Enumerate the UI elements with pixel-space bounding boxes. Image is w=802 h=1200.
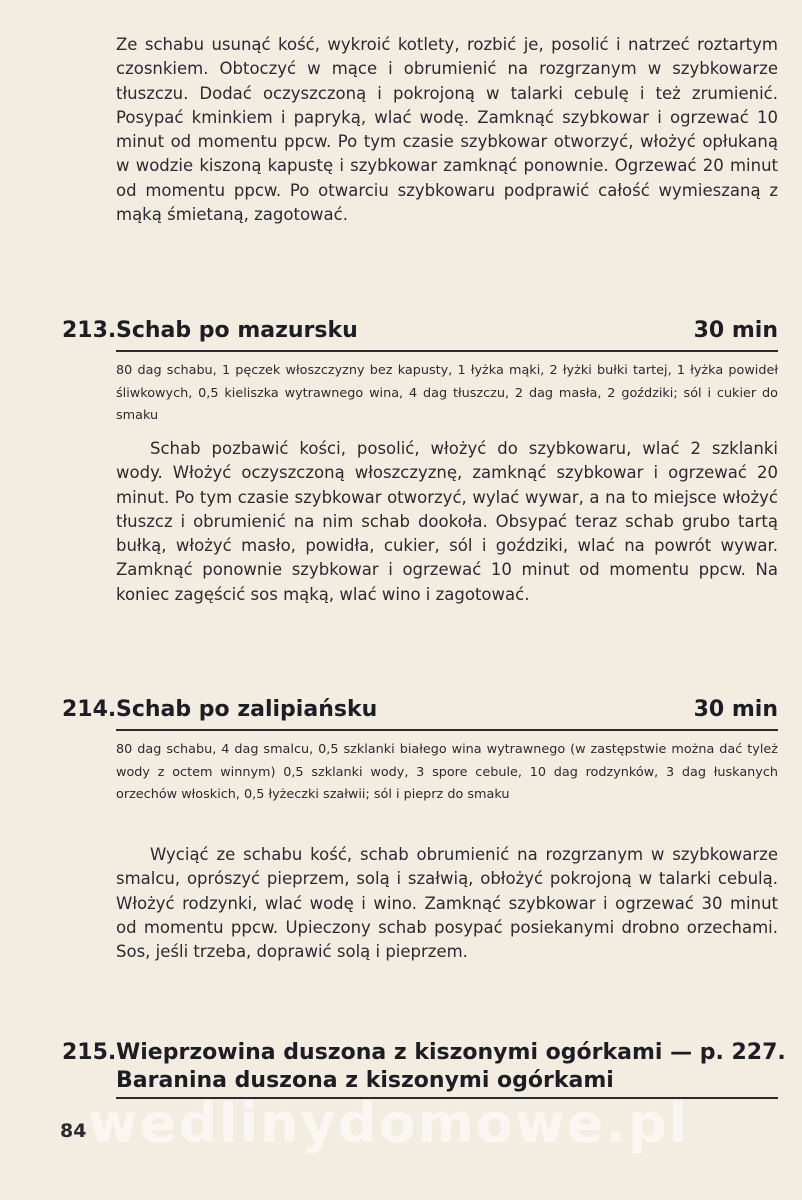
recipe-number: 214.: [62, 697, 117, 722]
recipe-time: 30 min: [693, 318, 778, 343]
recipe-215-reference: [62, 1039, 786, 1095]
watermark: wedlinydomowe.pl: [88, 1092, 690, 1155]
recipe-213-ingredients: 80 dag schabu, 1 pęczek włoszczyzny bez kapusty, 1 łyżka mąki, 2 łyżki bułki tartej, 1 łyżka powideł śliwkowych, 0,5 kieliszka wytrawnego wina, 4 dag tłuszczu, 2 dag masła, 2 goździki; sól i cukier do smaku: [116, 363, 778, 423]
intro-paragraph: Ze schabu usunąć kość, wykroić kotlety, rozbić je, posolić i natrzeć roztartym czosnkiem. Obtoczyć w mące i obrumienić na rozgrzanym w szybkowarze tłuszczu. Dodać oczyszczoną i pokrojoną w talarki cebulę i też zrumienić. Posypać kminkiem i papryką, wlać wodę. Zamknąć szybkowar i ogrzewać 10 minut od momentu ppcw. Po tym czasie szybkowar otworzyć, włożyć opłukaną w wodzie kiszoną kapustę i szybkowar zamknąć ponownie. Ogrzewać 20 minut od momentu ppcw. Po otwarciu szybkowaru podprawić całość wymieszaną z mąką śmietaną, zagotować.: [116, 35, 778, 225]
recipe-number: 215.: [62, 1040, 117, 1065]
page-number: 84: [60, 1120, 87, 1142]
recipe-213-heading: [62, 318, 778, 343]
reference-line-2: Baranina duszona z kiszonymi ogórkami: [116, 1068, 614, 1093]
recipe-214-heading: [62, 697, 778, 722]
reference-line-1: Wieprzowina duszona z kiszonymi ogórkami — p. 227.: [116, 1040, 786, 1065]
recipe-213-method: Schab pozbawić kości, posolić, włożyć do szybkowaru, wlać 2 szklanki wody. Włożyć oczyszczoną włoszczyznę, zamknąć szybkowar i ogrzewać 20 minut. Po tym czasie szybkowar otworzyć, wylać wywar, a na to miejsce włożyć tłuszcz i obrumienić na nim schab dookoła. Obsypać teraz schab grubo tartą bułką, włożyć masło, powidła, cukier, sól i goździki, wlać na powrót wywar. Zamknąć ponownie szybkowar i ogrzewać 10 minut od momentu ppcw. Na koniec zagęścić sos mąką, wlać wino i zagotować.: [116, 439, 778, 604]
recipe-214-method: Wyciąć ze schabu kość, schab obrumienić na rozgrzanym w szybkowarze smalcu, oprószyć pieprzem, solą i szałwią, obłożyć pokrojoną w talarki cebulą. Włożyć rodzynki, wlać wodę i wino. Zamknąć szybkowar i ogrzewać 30 minut od momentu ppcw. Upieczony schab posypać posiekanymi drobno orzechami. Sos, jeśli trzeba, doprawić solą i pieprzem.: [116, 845, 778, 962]
recipe-time: 30 min: [693, 697, 778, 722]
recipe-214-ingredients: 80 dag schabu, 4 dag smalcu, 0,5 szklanki białego wina wytrawnego (w zastępstwie można dać tyleż wody z octem winnym) 0,5 szklanki wody, 3 spore cebule, 10 dag rodzynków, 3 dag łuskanych orzechów włoskich, 0,5 łyżeczki szałwii; sól i pieprz do smaku: [116, 742, 778, 802]
recipe-title: Schab po zalipiańsku: [116, 697, 378, 722]
recipe-number: 213.: [62, 318, 117, 343]
recipe-title: Schab po mazursku: [116, 318, 358, 343]
heading-rule: [116, 350, 778, 352]
heading-rule: [116, 729, 778, 731]
